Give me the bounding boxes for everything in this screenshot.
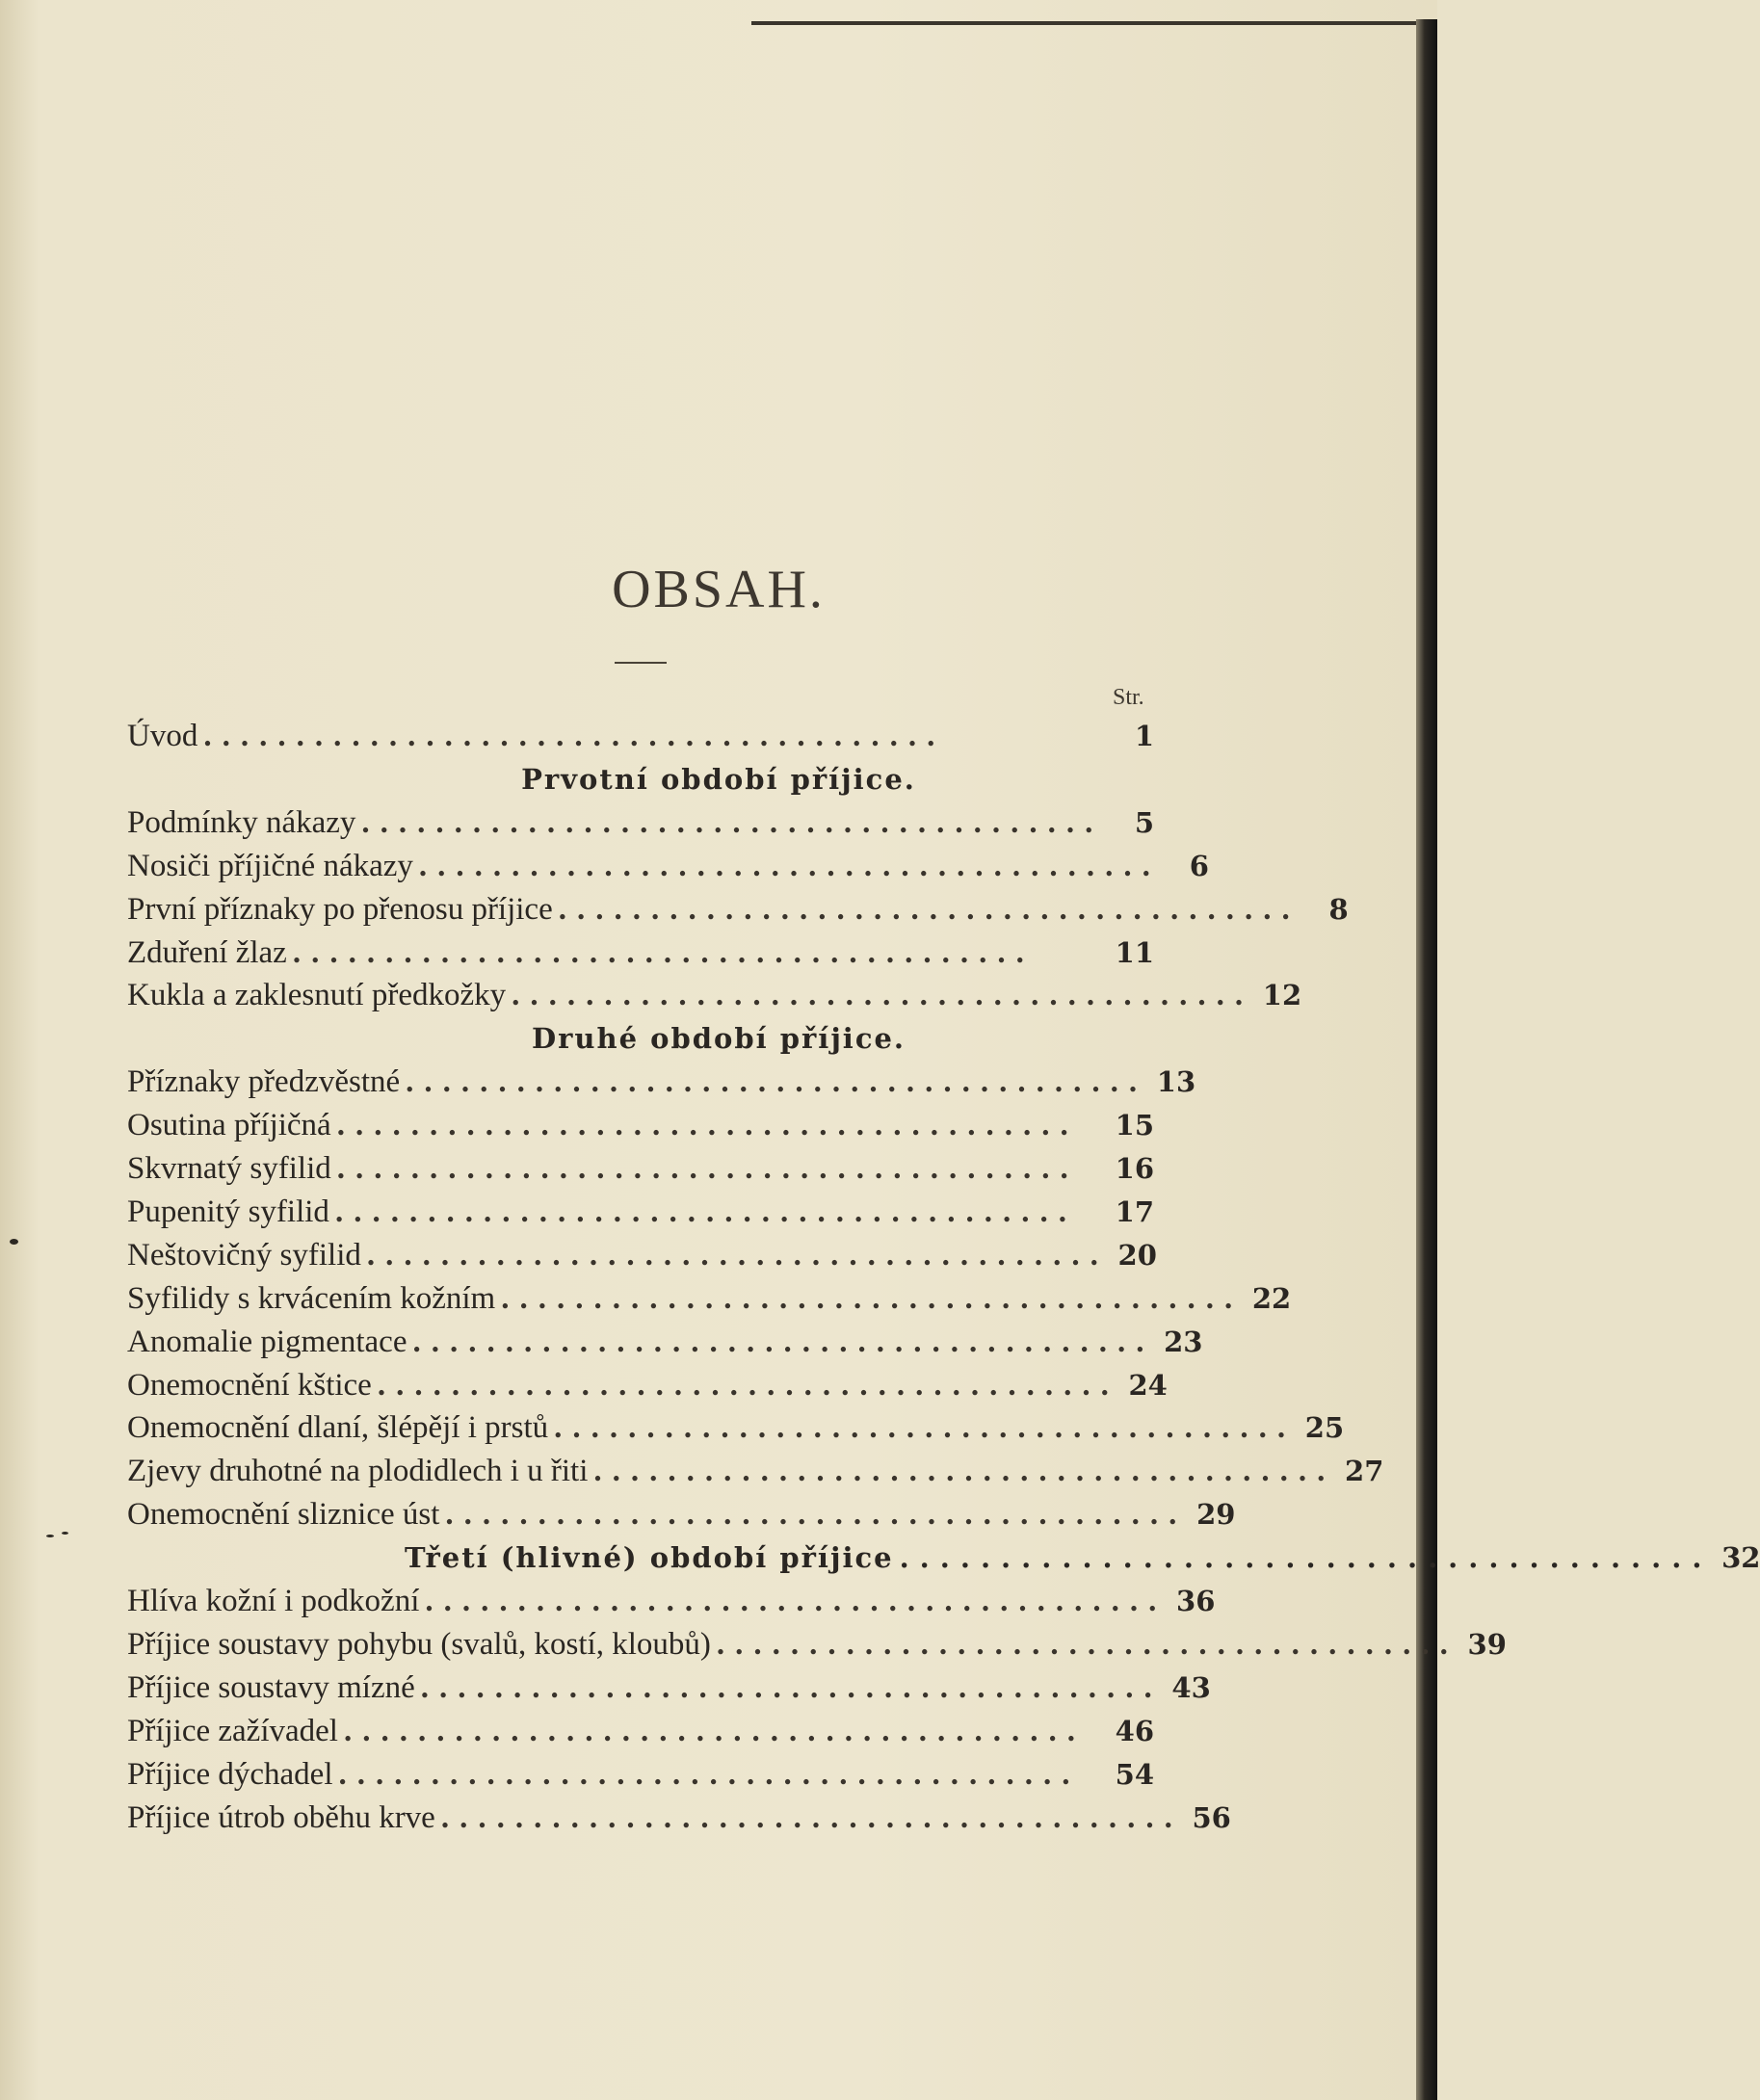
- page-title: OBSAH.: [612, 560, 826, 619]
- dot-leader: ........................................: [366, 1238, 1109, 1273]
- ink-speck: [62, 1532, 68, 1535]
- dot-leader: ........................................: [501, 1281, 1244, 1316]
- toc-page-number: 27: [1345, 1455, 1384, 1487]
- toc-page-number: 24: [1128, 1369, 1168, 1402]
- ink-speck: [10, 1239, 18, 1245]
- toc-page-number: 5: [1134, 806, 1154, 839]
- toc-entry: [127, 1667, 1211, 1709]
- dot-leader: ........................................: [554, 1410, 1297, 1445]
- toc-entry-label: Příjice soustavy mízné: [127, 1670, 415, 1705]
- toc-entry-label: Příjice dýchadel: [127, 1757, 333, 1792]
- toc-entry-label: Úvod: [127, 719, 198, 753]
- toc-entry: [127, 1406, 1345, 1449]
- toc-entry: [127, 1493, 1236, 1536]
- ink-speck: [46, 1535, 54, 1537]
- page-column-label: Str.: [1113, 685, 1144, 710]
- toc-entry-label: Neštovičný syfilid: [127, 1238, 361, 1273]
- toc-entry-label: Příznaky předzvěstné: [127, 1064, 401, 1099]
- toc-entry-label: Podmínky nákazy: [127, 805, 356, 840]
- toc-entry: [127, 1623, 1507, 1666]
- toc-page-number: 1: [1134, 720, 1154, 752]
- toc-page-number: 22: [1251, 1282, 1292, 1315]
- dot-leader: ........................................: [425, 1584, 1168, 1618]
- toc-page-number: 29: [1196, 1498, 1236, 1531]
- toc-page-number: 11: [1115, 936, 1154, 969]
- toc-entry-label: Onemocnění dlaní, šlépějí i prstů: [127, 1410, 549, 1445]
- dot-leader: ........................................: [412, 1325, 1155, 1359]
- dot-leader: ........................................: [361, 805, 1104, 840]
- toc-page-number: 36: [1176, 1585, 1216, 1617]
- dot-leader: ........................................: [445, 1497, 1188, 1532]
- toc-entry: [127, 888, 1349, 931]
- toc-entry: [127, 1364, 1168, 1406]
- toc-page-number: 25: [1304, 1411, 1345, 1444]
- dot-leader: ........................................: [377, 1368, 1119, 1403]
- toc-entry: [127, 974, 1302, 1016]
- page-top-edge: [751, 21, 1416, 25]
- toc-page-number: 46: [1115, 1715, 1154, 1747]
- dot-leader: ........................................: [334, 1194, 1077, 1229]
- dot-leader: ........................................: [512, 978, 1254, 1012]
- dot-leader: ........................................: [440, 1800, 1183, 1835]
- toc-entry: [127, 1277, 1292, 1320]
- toc-entry-label: Zjevy druhotné na plodidlech i u řiti: [127, 1454, 589, 1488]
- dot-leader: ........................................: [406, 1064, 1148, 1099]
- section-heading: Prvotní období příjice.: [521, 763, 916, 796]
- toc-entry-label: První příznaky po přenosu příjice: [127, 892, 553, 927]
- title-divider: [615, 662, 667, 664]
- toc-page-number: 56: [1192, 1801, 1231, 1834]
- toc-entry: [127, 801, 1154, 844]
- toc-entry-label: Příjice útrob oběhu krve: [127, 1800, 435, 1835]
- toc-entry-label: Zduření žlaz: [127, 935, 287, 970]
- dot-leader: ........................................: [418, 849, 1161, 883]
- toc-entry-label: Syfilidy s krvácením kožním: [127, 1281, 496, 1316]
- toc-page-number: 54: [1115, 1758, 1154, 1791]
- dot-leader: ........................................: [716, 1627, 1458, 1662]
- toc-page-number: 32: [1721, 1541, 1760, 1574]
- dot-leader: ........................................: [203, 719, 946, 753]
- toc-page-number: 13: [1156, 1065, 1196, 1098]
- toc-page-number: 17: [1115, 1195, 1154, 1228]
- section-heading: Třetí (hlivné) období příjice: [405, 1541, 894, 1574]
- toc-entry-label: Anomalie pigmentace: [127, 1325, 407, 1359]
- toc-entry-label: Pupenitý syfilid: [127, 1194, 329, 1229]
- toc-entry-label: Příjice soustavy pohybu (svalů, kostí, kloubů): [127, 1627, 711, 1662]
- toc-entry-label: Skvrnatý syfilid: [127, 1151, 331, 1186]
- toc-entry: [127, 845, 1209, 887]
- toc-page-number: 20: [1117, 1239, 1157, 1272]
- toc-entry-label: Hlíva kožní i podkožní: [127, 1584, 420, 1618]
- dot-leader: ........................................: [899, 1541, 1713, 1574]
- toc-entry: [127, 1710, 1154, 1752]
- dot-leader: ........................................: [336, 1151, 1079, 1186]
- toc-entry: [127, 1147, 1154, 1190]
- toc-entry: [127, 1753, 1154, 1796]
- toc-entry-label: Příjice zažívadel: [127, 1714, 338, 1748]
- toc-entry: [127, 1191, 1154, 1233]
- toc-entry-label: Onemocnění sliznice úst: [127, 1497, 440, 1532]
- toc-page-number: 8: [1328, 893, 1349, 926]
- toc-entry: [127, 715, 1154, 757]
- toc-entry: [127, 1450, 1384, 1492]
- toc-entry: [127, 1061, 1196, 1103]
- toc-entry: [127, 932, 1154, 974]
- toc-page-number: 15: [1115, 1109, 1154, 1142]
- toc-entry: [127, 1580, 1216, 1622]
- dot-leader: ........................................: [338, 1757, 1081, 1792]
- toc-page-number: 43: [1171, 1671, 1211, 1704]
- page-binding-edge: [1416, 19, 1437, 2100]
- dot-leader: ........................................: [593, 1454, 1336, 1488]
- toc-entry-label: Onemocnění kštice: [127, 1368, 372, 1403]
- toc-page-number: 12: [1262, 979, 1302, 1011]
- dot-leader: ........................................: [336, 1108, 1079, 1142]
- section-heading-row: [405, 1536, 1760, 1579]
- toc-entry: [127, 1234, 1157, 1276]
- toc-entry: [127, 1104, 1154, 1146]
- dot-leader: ........................................: [420, 1670, 1163, 1705]
- toc-page-number: 16: [1115, 1152, 1154, 1185]
- section-heading: Druhé období příjice.: [531, 1022, 906, 1055]
- toc-entry: [127, 1321, 1203, 1363]
- dot-leader: ........................................: [292, 935, 1035, 970]
- dot-leader: ........................................: [558, 892, 1300, 927]
- toc-page-number: 23: [1164, 1326, 1203, 1358]
- toc-entry: [127, 1797, 1231, 1839]
- toc-entry-label: Nosiči příjičné nákazy: [127, 849, 413, 883]
- toc-page-number: 39: [1467, 1628, 1507, 1661]
- toc-entry-label: Kukla a zaklesnutí předkožky: [127, 978, 507, 1012]
- toc-page-number: 6: [1189, 850, 1209, 882]
- toc-entry-label: Osutina příjičná: [127, 1108, 331, 1142]
- dot-leader: ........................................: [343, 1714, 1086, 1748]
